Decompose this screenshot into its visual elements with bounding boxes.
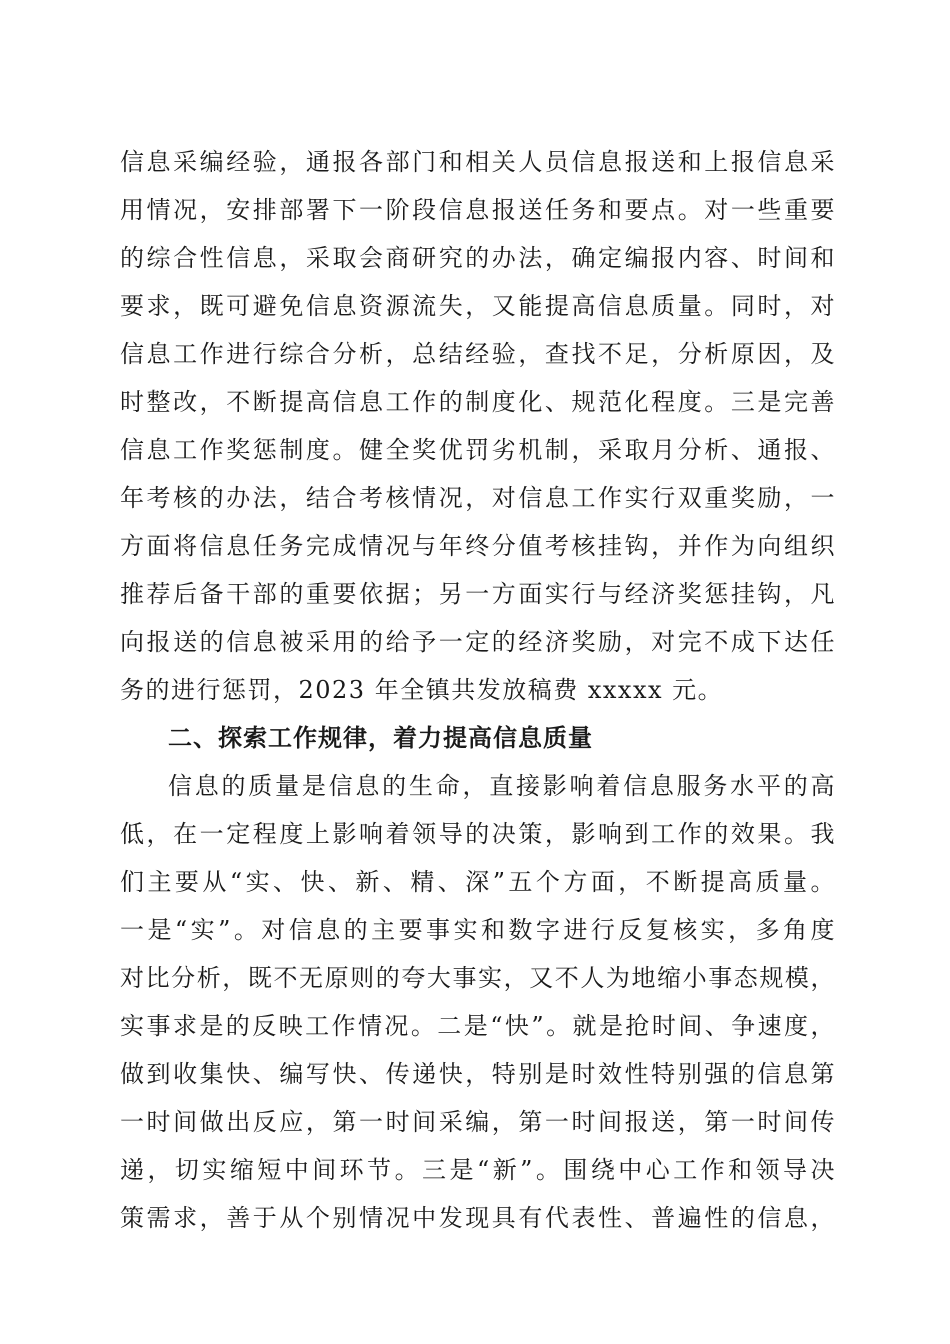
text-line: 实事求是的反映工作情况。二是“快”。就是抢时间、争速度， xyxy=(120,1012,836,1040)
text-line: 要求，既可避免信息资源流失，又能提高信息质量。同时，对 xyxy=(120,292,836,320)
text-line: 信息采编经验，通报各部门和相关人员信息报送和上报信息采 xyxy=(120,148,836,176)
text-line: 向报送的信息被采用的给予一定的经济奖励，对完不成下达任 xyxy=(120,628,836,656)
text-line: 信息工作奖惩制度。健全奖优罚劣机制，采取月分析、通报、 xyxy=(120,436,836,464)
text-line: 一时间做出反应，第一时间采编，第一时间报送，第一时间传 xyxy=(120,1108,836,1136)
text-line: 方面将信息任务完成情况与年终分值考核挂钩，并作为向组织 xyxy=(120,532,836,560)
text-line: 推荐后备干部的重要依据；另一方面实行与经济奖惩挂钩，凡 xyxy=(120,580,836,608)
text-line: 的综合性信息，采取会商研究的办法，确定编报内容、时间和 xyxy=(120,244,836,272)
text-line: 策需求，善于从个别情况中发现具有代表性、普遍性的信息， xyxy=(120,1204,836,1232)
text-line: 信息工作进行综合分析，总结经验，查找不足，分析原因，及 xyxy=(120,340,836,368)
text-line: 递，切实缩短中间环节。三是“新”。围绕中心工作和领导决 xyxy=(120,1156,836,1184)
text-line: 务的进行惩罚，2023 年全镇共发放稿费 xxxxx 元。 xyxy=(120,676,724,704)
text-line: 们主要从“实、快、新、精、深”五个方面，不断提高质量。 xyxy=(120,868,836,896)
text-line: 信息的质量是信息的生命，直接影响着信息服务水平的高 xyxy=(168,772,836,800)
text-line: 年考核的办法，结合考核情况，对信息工作实行双重奖励，一 xyxy=(120,484,836,512)
text-line: 一是“实”。对信息的主要事实和数字进行反复核实，多角度 xyxy=(120,916,836,944)
text-line: 时整改，不断提高信息工作的制度化、规范化程度。三是完善 xyxy=(120,388,836,416)
text-line: 做到收集快、编写快、传递快，特别是时效性特别强的信息第 xyxy=(120,1060,836,1088)
text-line: 对比分析，既不无原则的夸大事实，又不人为地缩小事态规模， xyxy=(120,964,836,992)
text-line: 用情况，安排部署下一阶段信息报送任务和要点。对一些重要 xyxy=(120,196,836,224)
text-line: 低，在一定程度上影响着领导的决策，影响到工作的效果。我 xyxy=(120,820,836,848)
section-heading: 二、探索工作规律，着力提高信息质量 xyxy=(168,724,593,752)
